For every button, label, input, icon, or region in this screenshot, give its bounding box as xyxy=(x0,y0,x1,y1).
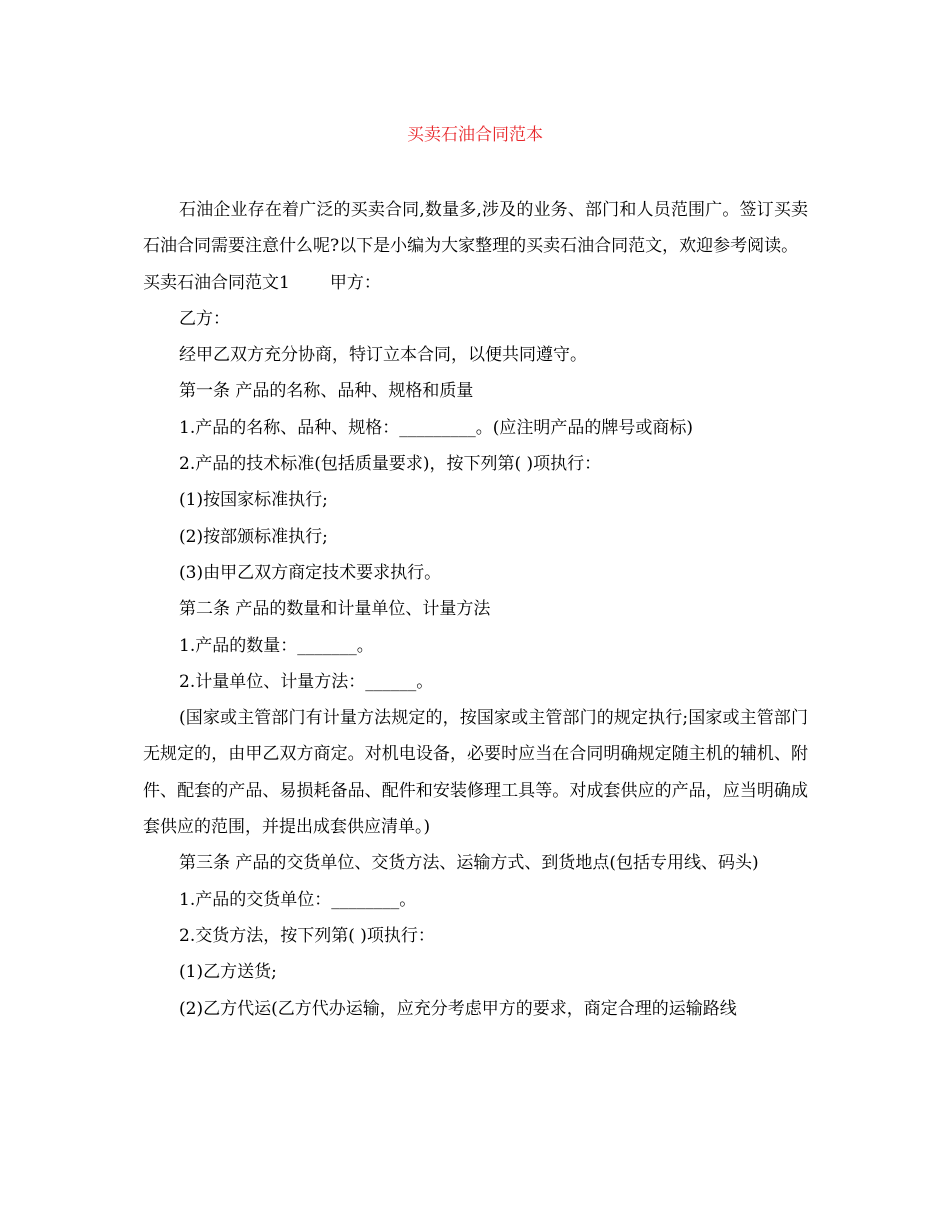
article1-option1: (1)按国家标准执行; xyxy=(179,490,328,511)
article1-item2: 2.产品的技术标准(包括质量要求)，按下列第( )项执行： xyxy=(179,454,602,475)
intro-paragraph: 石油企业存在着广泛的买卖合同,数量多,涉及的业务、部门和人员范围广。签订买卖石油合同需要注意什么呢?以下是小编为大家整理的买卖石油合同范文，欢迎参考阅读。 xyxy=(143,200,808,257)
sample-heading: 买卖石油合同范文1 xyxy=(143,272,290,293)
party-b-label: 乙方： xyxy=(179,308,230,329)
article1-title: 第一条 产品的名称、品种、规格和质量 xyxy=(179,381,474,402)
article3-item2: 2.交货方法，按下列第( )项执行： xyxy=(179,925,435,946)
article2-item1: 1.产品的数量：_______。 xyxy=(179,635,374,656)
agreement-paragraph: 经甲乙双方充分协商，特订立本合同，以便共同遵守。 xyxy=(179,345,587,366)
article3-item1: 1.产品的交货单位：________。 xyxy=(179,889,417,910)
article1-item1: 1.产品的名称、品种、规格：_________。(应注明产品的牌号或商标) xyxy=(179,417,693,438)
sample-heading-line xyxy=(143,265,808,301)
article1-option2: (2)按部颁标准执行; xyxy=(179,526,328,547)
article3-option1: (1)乙方送货; xyxy=(179,962,277,983)
article1-option3: (3)由甲乙双方商定技术要求执行。 xyxy=(179,562,442,583)
article2-item2: 2.计量单位、计量方法：______。 xyxy=(179,671,434,692)
document-body xyxy=(143,192,808,1027)
document-title: 买卖石油合同范本 xyxy=(407,125,543,145)
article2-note: (国家或主管部门有计量方法规定的，按国家或主管部门的规定执行;国家或主管部门无规定的，由甲乙双方商定。对机电设备，必要时应当在合同明确规定随主机的辅机、附件、配套的产品、易损耗备品、配件和安装修理工具等。对成套供应的产品，应当明确成套供应的范围，并提出成套供应清单。) xyxy=(143,708,808,838)
party-a-label: 甲方： xyxy=(329,272,381,293)
article3-option2: (2)乙方代运(乙方代办运输，应充分考虑甲方的要求，商定合理的运输路线 xyxy=(179,998,737,1019)
article2-title: 第二条 产品的数量和计量单位、计量方法 xyxy=(179,599,491,620)
article3-title: 第三条 产品的交货单位、交货方法、运输方式、到货地点(包括专用线、码头) xyxy=(179,853,759,874)
